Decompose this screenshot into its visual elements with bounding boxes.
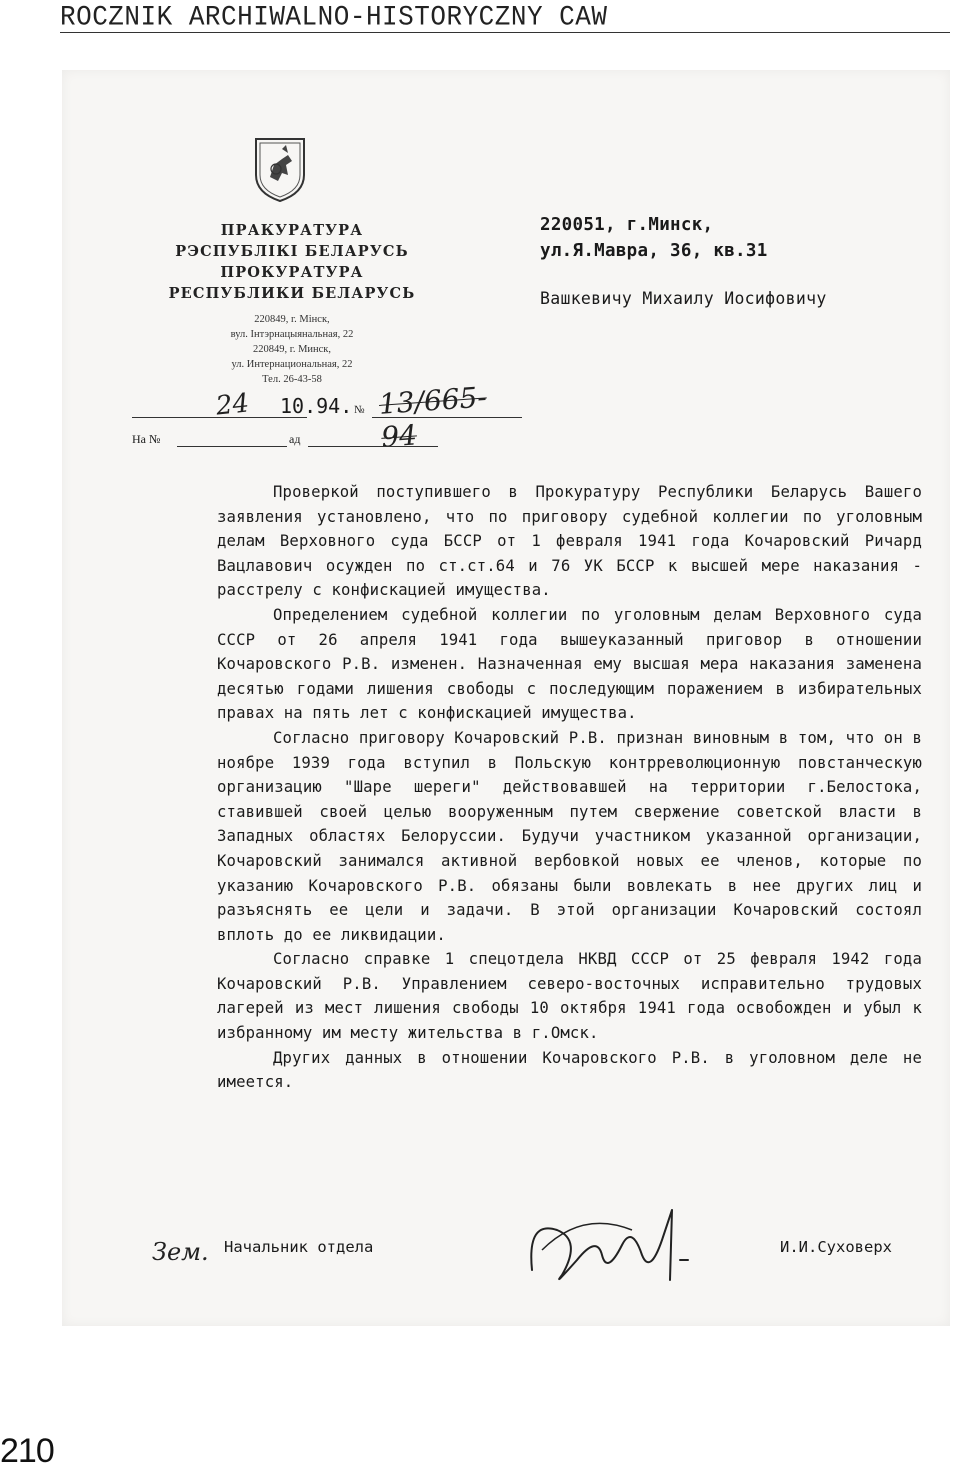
ref-from-blank <box>308 446 438 447</box>
body-paragraph-2: Определением судебной коллегии по уголовным делам Верховного суда СССР от 26 апреля 1941 года вышеуказанный приговор в отношении Кочаровского Р.В. изменен. Назначенная ему высшая мера наказания заменена десятью годами лишения свободы с последующим поражением в избирательных правах на пять лет с конфискацией имущества. <box>217 605 922 723</box>
body-paragraph-1: Проверкой поступившего в Прокуратуру Республики Беларусь Вашего заявления установлено, что по приговору судебной коллегии по уголовным делам Верховного суда БССР от 1 февраля 1941 года Кочаровский Ричард Вацлавович осужден по ст.ст.64 и 76 УК БССР к высшей мере наказания - расстрелу с конфискацией имущества. <box>217 483 922 600</box>
page-number: 210 <box>0 1432 54 1470</box>
signature-row <box>152 1210 932 1290</box>
org-name-ru-1: ПРОКУРАТУРА <box>220 264 364 281</box>
address-ru-2: ул. Интернациональная, 22 <box>231 359 353 370</box>
date-underline <box>132 417 307 418</box>
journal-header: ROCZNIK ARCHIWALNO-HISTORYCZNY CAW <box>60 1 608 33</box>
recipient-name: Вашкевичу Михаилу Иосифовичу <box>540 289 827 308</box>
recipient-line-2: ул.Я.Мавра, 36, кв.31 <box>540 241 768 261</box>
header-rule <box>60 32 950 33</box>
address-ru-1: 220849, г. Минск, <box>252 344 332 355</box>
letter-body <box>217 480 922 1095</box>
address-by-2: вул. Інтэрнацыянальная, 22 <box>230 329 354 340</box>
phone: Тел. 26-43-58 <box>262 374 322 385</box>
recipient-address <box>540 212 827 312</box>
recipient-line-1: 220051, г.Минск, <box>540 215 714 235</box>
scanned-letter <box>62 70 950 1326</box>
ref-number-blank <box>177 446 287 447</box>
ref-number-label: На № <box>132 432 161 446</box>
ref-from-label: ад <box>289 432 301 446</box>
body-paragraph-3: Согласно приговору Кочаровский Р.В. признан виновным в том, что он в ноябре 1939 года вступил в Польскую контрреволюционную повстанческую организацию "Шаре шереги" действовавшей на территории г.Белостока, ставившей своей целью вооруженным путем свержение советской власти в Западных областях Белоруссии. Будучи участником указанной организации, Кочаровский занимался активной вербовкой новых ее членов, которые по указанию Кочаровского Р.В. обязаны были вовлекать в нее других лиц и разъяснять ее цели и задачи. В этой организации Кочаровский состоял вплоть до ее ликвидации. <box>217 728 922 944</box>
date-printed: 10.94. <box>280 394 353 418</box>
number-label: № <box>354 404 365 416</box>
coat-of-arms-icon <box>252 135 308 203</box>
document-number-handwritten: 13/665-94 <box>377 380 488 454</box>
org-name-ru-2: РЕСПУБЛИКИ БЕЛАРУСЬ <box>168 285 416 302</box>
address-block <box>152 312 432 387</box>
body-paragraph-5: Других данных в отношении Кочаровского Р.В. в уголовном деле не имеется. <box>217 1048 922 1092</box>
org-name-by-2: РЭСПУБЛІКІ БЕЛАРУСЬ <box>175 243 409 260</box>
org-name-by-1: ПРАКУРАТУРА <box>220 222 364 239</box>
signatory-title: Начальник отдела <box>224 1238 374 1256</box>
address-by-1: 220849, г. Мінск, <box>254 314 330 325</box>
number-underline <box>372 417 522 418</box>
reference-row <box>132 432 452 452</box>
date-day-handwritten: 24 <box>214 388 251 422</box>
letterhead <box>152 220 432 387</box>
signature-scribble-icon <box>522 1200 692 1290</box>
signatory-name: И.И.Суховерх <box>780 1238 892 1256</box>
body-paragraph-4: Согласно справке 1 спецотдела НКВД СССР от 25 февраля 1942 года Кочаровский Р.В. Управлением северо-восточных исправительно трудовых лагерей из мест лишения свободы 10 октября 1941 года освобожден и убыл к избранному им месту жительства в г.Омск. <box>217 950 922 1043</box>
approval-initials-handwritten: Зем. <box>152 1238 209 1266</box>
